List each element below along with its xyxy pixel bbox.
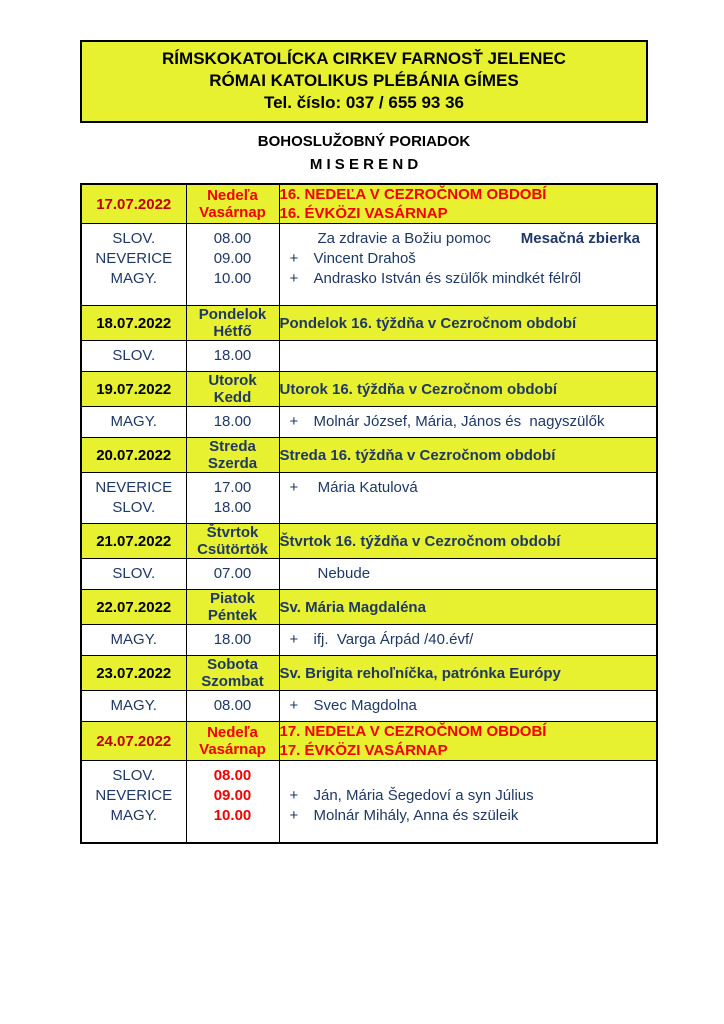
time-cell [186,559,279,590]
feast-title: Štvrtok 16. týždňa v Cezročnom období [279,532,561,550]
language-cell [81,473,186,524]
date-cell: 22.07.2022 [81,590,186,625]
day-name: Utorok [208,372,257,389]
feast-title: Streda 16. týždňa v Cezročnom období [279,446,556,464]
language-cell [81,691,186,722]
intentions-cell [279,625,657,656]
collection-note: Mesačná zbierka [520,230,640,247]
schedule-row [81,625,657,656]
time-value: 18.00 [213,631,252,648]
time-value: 08.00 [213,767,252,784]
parish-phone: Tel. číslo: 037 / 655 93 36 [263,93,465,112]
intention-line [280,696,657,716]
date-cell: 21.07.2022 [81,524,186,559]
date-cell: 18.07.2022 [81,306,186,341]
feast-title: Sv. Brigita rehoľníčka, patrónka Európy [279,664,561,682]
schedule-row [81,559,657,590]
mass-intention: Molnár Mihály, Anna és szüleik [313,807,519,824]
feast-title-cell [279,184,657,224]
intentions-cell [279,341,657,372]
intentions-cell [279,224,657,306]
subtitle-hungarian: M I S E R E N D [309,156,419,173]
time-value: 09.00 [213,787,252,804]
parish-header-box [80,40,648,123]
feast-title: 17. ÉVKÖZI VASÁRNAP [279,742,448,759]
day-name: Kedd [213,389,252,406]
schedule-row [81,691,657,722]
feast-title-cell [279,656,657,691]
time-value: 08.00 [213,697,252,714]
intention-line [280,564,657,584]
intention-line [280,806,657,826]
day-name-cell [186,306,279,341]
time-cell [186,691,279,722]
day-name: Szombat [201,673,264,690]
language-label: NEVERICE [95,787,173,804]
cross-symbol: + [289,270,299,287]
time-value: 18.00 [213,347,252,364]
intentions-cell [279,407,657,438]
language-cell [81,224,186,306]
date-cell: 19.07.2022 [81,372,186,407]
schedule-row [81,224,657,306]
day-name-cell [186,372,279,407]
day-name: Vasárnap [199,741,266,758]
feast-title: Utorok 16. týždňa v Cezročnom období [279,380,558,398]
intention-line [280,630,657,650]
mass-intention: Nebude [317,565,371,582]
feast-title: Pondelok 16. týždňa v Cezročnom období [279,314,577,332]
day-header-row [81,306,657,341]
day-header-row [81,656,657,691]
cross-symbol: + [289,479,299,496]
feast-title: 16. NEDEĽA V CEZROČNOM OBDOBÍ [279,186,547,203]
day-name-cell [186,656,279,691]
time-value: 18.00 [213,413,252,430]
feast-title-cell [279,306,657,341]
language-cell [81,559,186,590]
day-name: Péntek [207,607,258,624]
time-cell [186,761,279,844]
language-label: MAGY. [110,631,157,648]
parish-name-slovak: RÍMSKOKATOLÍCKA CIRKEV FARNOSŤ JELENEC [162,49,566,68]
date-cell: 17.07.2022 [81,184,186,224]
mass-schedule-table [80,183,658,844]
mass-intention: Molnár József, Mária, János és nagyszülők [313,413,605,430]
cross-symbol: + [289,250,299,267]
schedule-row [81,407,657,438]
cross-symbol: + [289,631,299,648]
feast-title-cell [279,524,657,559]
date-cell: 20.07.2022 [81,438,186,473]
feast-title-cell [279,590,657,625]
day-name: Nedeľa [207,724,258,741]
cross-symbol: + [289,787,299,804]
day-name: Streda [209,438,256,455]
parish-name-hungarian: RÓMAI KATOLIKUS PLÉBÁNIA GÍMES [209,71,519,90]
intentions-cell [279,559,657,590]
intentions-cell [279,473,657,524]
intentions-cell [279,761,657,844]
day-name: Štvrtok [206,524,259,541]
language-label: SLOV. [112,565,156,582]
mass-intention: Svec Magdolna [313,697,417,714]
day-header-row [81,372,657,407]
feast-title: Sv. Mária Magdaléna [279,598,426,616]
intention-line [280,249,657,269]
time-value: 07.00 [213,565,252,582]
language-cell [81,407,186,438]
day-name: Sobota [207,656,258,673]
cross-symbol: + [289,413,299,430]
intention-line [280,229,657,249]
language-label: NEVERICE [95,250,173,267]
feast-title-cell [279,722,657,761]
feast-title-cell [279,438,657,473]
day-name: Nedeľa [207,187,258,204]
document-subtitle [80,130,648,176]
time-cell [186,407,279,438]
language-cell [81,761,186,844]
feast-title-cell [279,372,657,407]
intention-line [280,766,657,786]
day-name-cell [186,590,279,625]
intentions-cell [279,691,657,722]
language-cell [81,625,186,656]
subtitle-slovak: BOHOSLUŽOBNÝ PORIADOK [257,133,471,150]
time-value: 18.00 [213,499,252,516]
mass-intention: Mária Katulová [313,479,418,496]
time-cell [186,625,279,656]
mass-intention: ifj. Varga Árpád /40.évf/ [313,631,474,648]
language-label: SLOV. [112,499,156,516]
day-name: Piatok [209,590,255,607]
day-name-cell [186,438,279,473]
time-value: 10.00 [213,270,252,287]
language-label: MAGY. [110,413,157,430]
time-value: 09.00 [213,250,252,267]
time-value: 17.00 [213,479,252,496]
time-value: 08.00 [213,230,252,247]
cross-symbol: + [289,697,299,714]
feast-title: 16. ÉVKÖZI VASÁRNAP [279,205,448,222]
time-cell [186,224,279,306]
day-name: Vasárnap [199,204,266,221]
schedule-row [81,341,657,372]
date-cell: 24.07.2022 [81,722,186,761]
intention-line [280,478,657,498]
day-header-row [81,722,657,761]
time-value: 10.00 [213,807,252,824]
day-name-cell [186,722,279,761]
day-name-cell [186,184,279,224]
intention-line [280,412,657,432]
language-label: SLOV. [112,767,156,784]
language-label: MAGY. [110,807,157,824]
language-label: NEVERICE [95,479,173,496]
mass-intention: Ján, Mária Šegedoví a syn Július [313,787,534,804]
time-cell [186,341,279,372]
day-name: Csütörtök [197,541,268,558]
intention-line [280,786,657,806]
day-name: Pondelok [198,306,267,323]
mass-intention: Andrasko István és szülők mindkét félről [313,270,582,287]
mass-intention: Za zdravie a Božiu pomoc [317,230,491,247]
cross-symbol: + [289,807,299,824]
intention-line [280,346,657,366]
language-label: SLOV. [112,347,156,364]
mass-intention: Vincent Drahoš [313,250,416,267]
time-cell [186,473,279,524]
day-name-cell [186,524,279,559]
language-label: MAGY. [110,697,157,714]
feast-title: 17. NEDEĽA V CEZROČNOM OBDOBÍ [279,723,547,740]
day-name: Hétfő [213,323,252,340]
schedule-row [81,761,657,844]
day-header-row [81,184,657,224]
intention-line [280,498,657,518]
schedule-table-body [81,184,657,843]
intention-line [280,269,657,289]
language-cell [81,341,186,372]
language-label: SLOV. [112,230,156,247]
day-header-row [81,438,657,473]
day-header-row [81,524,657,559]
date-cell: 23.07.2022 [81,656,186,691]
language-label: MAGY. [110,270,157,287]
day-name: Szerda [207,455,258,472]
day-header-row [81,590,657,625]
schedule-row [81,473,657,524]
